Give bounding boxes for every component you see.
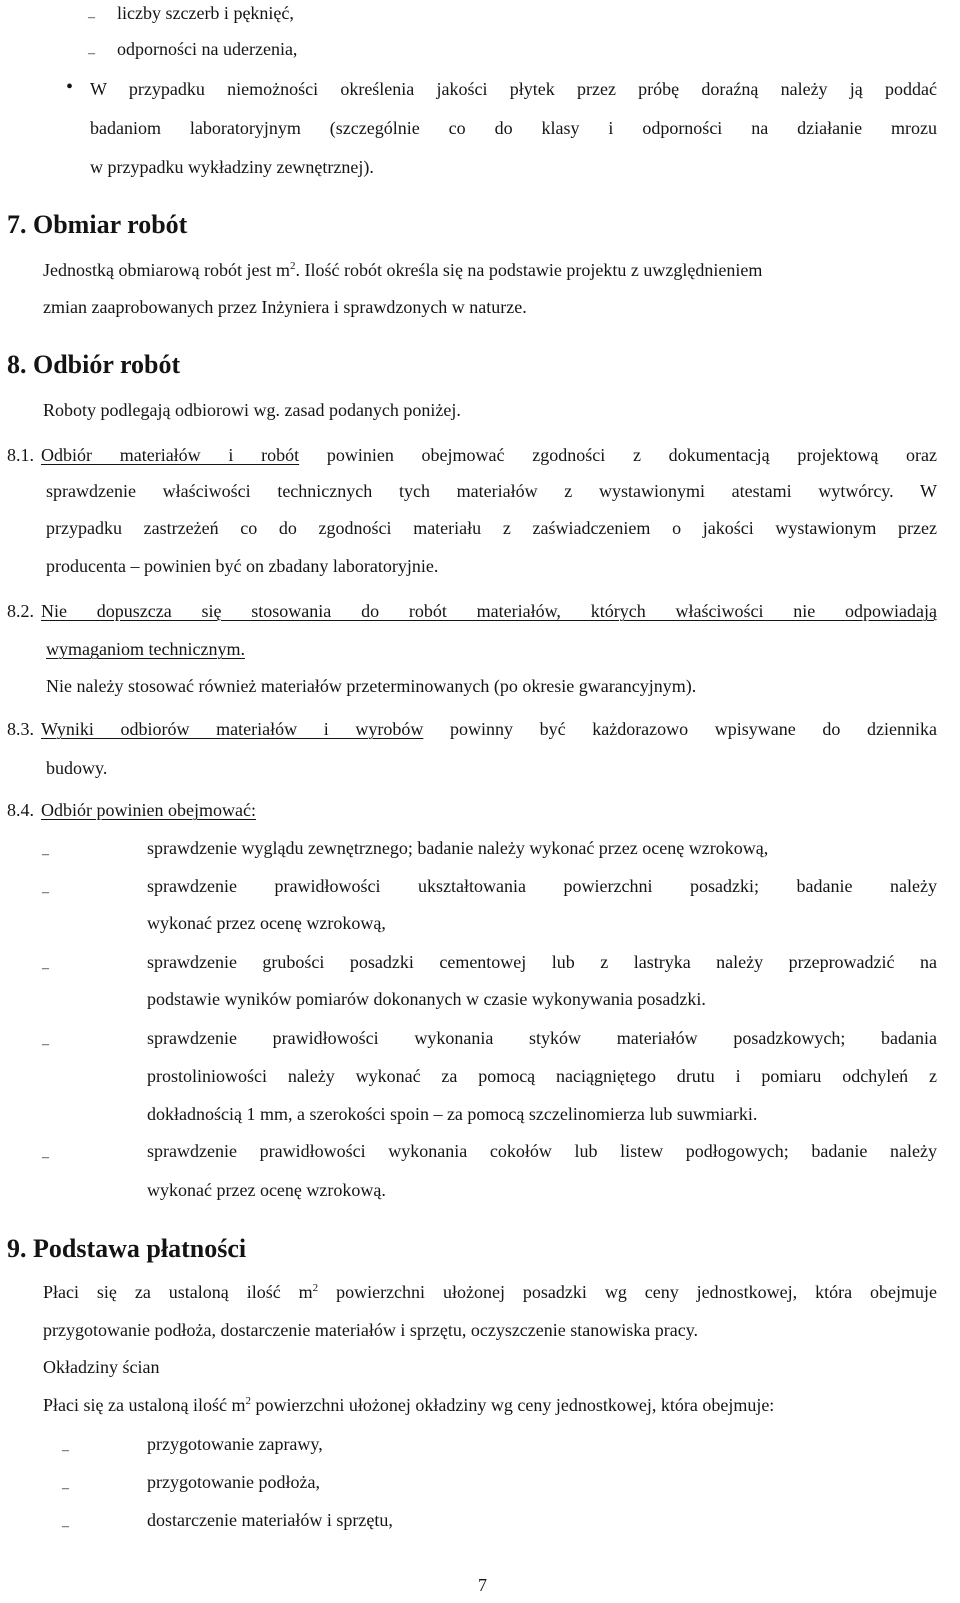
section-heading: 8. Odbiór robót xyxy=(7,350,181,379)
list-dash: – xyxy=(42,961,49,976)
item-number: 8.2. xyxy=(7,601,34,621)
list-item: przygotowanie podłoża, xyxy=(147,1472,320,1492)
paragraph-line: Płaci się za ustaloną ilość $m^2$ powierzchni ułożonej okładziny wg ceny jednostkowej, która obejmuje: xyxy=(43,1395,775,1415)
list-item: wykonać przez ocenę wzrokową. xyxy=(147,1180,386,1200)
list-item: sprawdzenie grubości posadzki cementowej lub z lastryka należy przeprowadzić na xyxy=(147,952,937,972)
list-item: odporności na uderzenia, xyxy=(117,39,298,59)
item-number: 8.4. xyxy=(7,800,34,820)
list-item: wykonać przez ocenę wzrokową, xyxy=(147,913,386,933)
paragraph-line: W przypadku niemożności określenia jakości płytek przez próbę doraźną należy ją poddać xyxy=(90,79,937,99)
paragraph-line: Roboty podlegają odbiorowi wg. zasad podanych poniżej. xyxy=(43,400,461,420)
list-item: dostarczenie materiałów i sprzętu, xyxy=(147,1510,393,1530)
paragraph-line: Jednostką obmiarową robót jest $m^2$. Ilość robót określa się na podstawie projektu z uwzględnieniem xyxy=(43,260,763,280)
subheading: Okładziny ścian xyxy=(43,1357,160,1377)
list-item: dokładnością 1 mm, a szerokości spoin – za pomocą szczelinomierza lub suwmiarki. xyxy=(147,1104,758,1124)
paragraph-line: producenta – powinien być on zbadany laboratoryjnie. xyxy=(46,556,439,576)
paragraph-line: Płaci się za ustaloną ilość $m^2$ powierzchni ułożonej posadzki wg ceny jednostkowej, która obejmuje xyxy=(43,1282,937,1302)
paragraph-line: Odbiór materiałów i robót powinien obejmować zgodności z dokumentacją projektową oraz xyxy=(41,445,937,465)
list-item: sprawdzenie wyglądu zewnętrznego; badanie należy wykonać przez ocenę wzrokową, xyxy=(147,838,769,858)
list-dash: – xyxy=(42,847,49,862)
bullet-icon: • xyxy=(66,76,74,98)
paragraph-line: budowy. xyxy=(46,758,108,778)
paragraph-line: w przypadku wykładziny zewnętrznej). xyxy=(90,157,374,177)
list-dash: – xyxy=(88,10,95,25)
list-item: sprawdzenie prawidłowości wykonania cokołów lub listew podłogowych; badanie należy xyxy=(147,1141,937,1161)
list-dash: – xyxy=(42,885,49,900)
list-dash: – xyxy=(42,1150,49,1165)
item-number: 8.1. xyxy=(7,445,34,465)
paragraph-line: wymaganiom technicznym. xyxy=(46,639,245,659)
list-dash: – xyxy=(62,1481,69,1496)
paragraph-line: sprawdzenie właściwości technicznych tych materiałów z wystawionymi atestami wytwórcy. W xyxy=(46,481,937,501)
paragraph-line: badaniom laboratoryjnym (szczególnie co do klasy i odporności na działanie mrozu xyxy=(90,118,937,138)
paragraph-line: Nie dopuszcza się stosowania do robót materiałów, których właściwości nie odpowiadają xyxy=(41,601,937,621)
list-item: sprawdzenie prawidłowości ukształtowania powierzchni posadzki; badanie należy xyxy=(147,876,937,896)
paragraph-line: Wyniki odbiorów materiałów i wyrobów powinny być każdorazowo wpisywane do dziennika xyxy=(41,719,937,739)
section-heading: 7. Obmiar robót xyxy=(7,210,188,239)
section-heading: 9. Podstawa płatności xyxy=(7,1234,247,1263)
list-dash: – xyxy=(42,1037,49,1052)
list-item: podstawie wyników pomiarów dokonanych w czasie wykonywania posadzki. xyxy=(147,989,706,1009)
list-dash: – xyxy=(88,46,95,61)
page-number: 7 xyxy=(478,1575,487,1595)
paragraph-line: Odbiór powinien obejmować: xyxy=(41,800,256,820)
list-dash: – xyxy=(62,1443,69,1458)
list-dash: – xyxy=(62,1519,69,1534)
list-item: liczby szczerb i pęknięć, xyxy=(117,3,294,23)
paragraph-line: przygotowanie podłoża, dostarczenie materiałów i sprzętu, oczyszczenie stanowiska pracy. xyxy=(43,1320,699,1340)
list-item: sprawdzenie prawidłowości wykonania styków materiałów posadzkowych; badania xyxy=(147,1028,937,1048)
list-item: prostoliniowości należy wykonać za pomocą naciągniętego drutu i pomiaru odchyleń z xyxy=(147,1066,937,1086)
list-item: przygotowanie zaprawy, xyxy=(147,1434,323,1454)
paragraph-line: przypadku zastrzeżeń co do zgodności materiału z zaświadczeniem o jakości wystawionym przez xyxy=(46,518,937,538)
paragraph-line: zmian zaaprobowanych przez Inżyniera i sprawdzonych w naturze. xyxy=(43,297,527,317)
item-number: 8.3. xyxy=(7,719,34,739)
paragraph-line: Nie należy stosować również materiałów przeterminowanych (po okresie gwarancyjnym). xyxy=(46,676,697,696)
